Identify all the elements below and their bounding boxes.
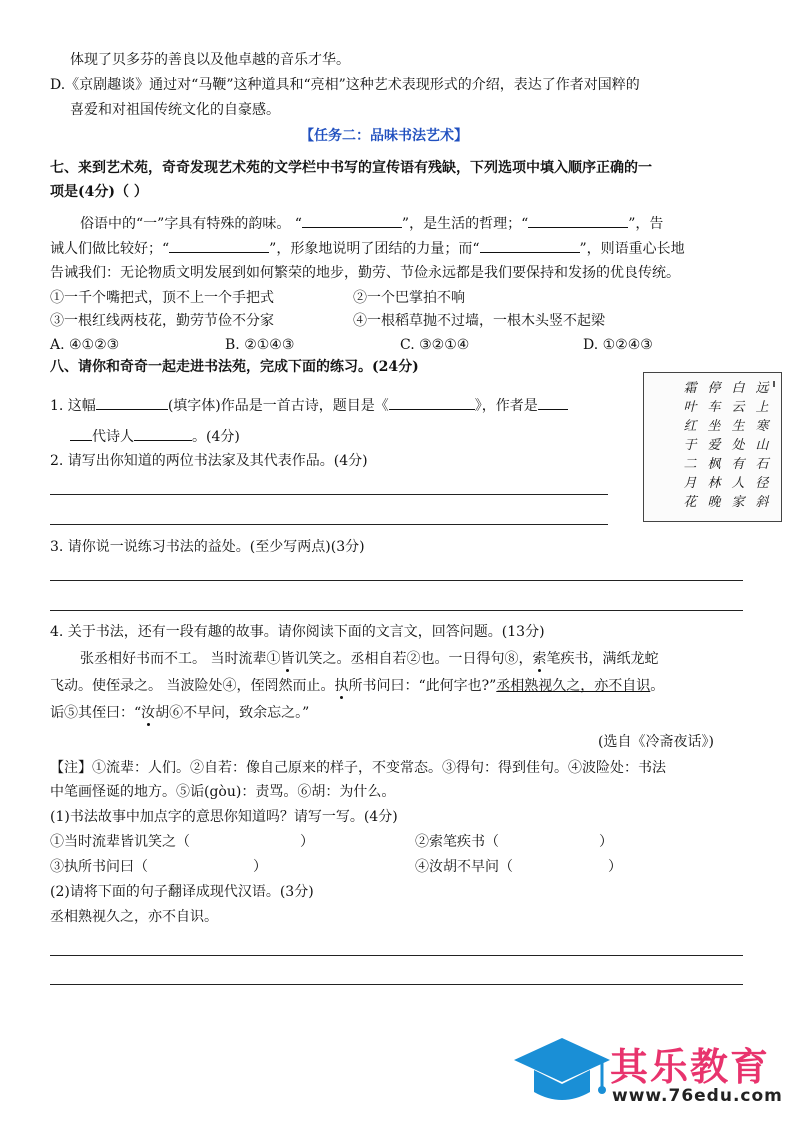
fill-blank-3[interactable] [169, 238, 269, 253]
answer-line[interactable] [50, 610, 743, 611]
seal-mark [773, 381, 775, 387]
calligraphy-char: 寒 [755, 419, 769, 434]
saying-option-1: ①一千个嘴把式，顶不上一个手把式 [50, 290, 274, 306]
calligraphy-char: 石 [755, 457, 769, 472]
calligraphy-char: 红 [683, 419, 697, 434]
story-line3: 诟⑤其侄曰：“汝胡⑥不早问，致余忘之。” [50, 705, 310, 721]
dynasty-blank-2[interactable] [70, 426, 92, 441]
calligraphy-char: 径 [755, 476, 769, 491]
calligraphy-char: 家 [731, 495, 745, 510]
q8-title: 八、请你和奇奇一起走进书法苑，完成下面的练习。(24分) [50, 359, 419, 375]
note-line2: 中笔画怪诞的地方。⑤诟(gòu)：责骂。⑥胡：为什么。 [50, 784, 396, 800]
calligraphy-column-4 [680, 379, 700, 512]
calligraphy-char: 上 [755, 400, 769, 415]
translate-sentence: 丞相熟视久之，亦不自识。 [50, 909, 218, 925]
answer-item-3: ③执所书问曰（ ） [50, 859, 267, 875]
watermark-name: 其乐教育 [610, 1045, 771, 1089]
saying-option-2: ②一个巴掌拍不响 [353, 290, 465, 306]
calligraphy-char: 山 [755, 438, 769, 453]
answer-line[interactable] [50, 580, 743, 581]
calligraphy-char: 晚 [707, 495, 721, 510]
answer-line[interactable] [50, 955, 743, 956]
dynasty-blank[interactable] [538, 395, 568, 410]
fill-blank-1[interactable] [302, 213, 402, 228]
graduation-cap-icon [512, 1030, 612, 1110]
calligraphy-char: 二 [683, 457, 697, 472]
calligraphy-char: 枫 [707, 457, 721, 472]
note-line1: 【注】①流辈：人们。②自若：像自己原来的样子，不变常态。③得句：得到佳句。④波险处：书法 [50, 760, 666, 776]
calligraphy-char: 于 [683, 438, 697, 453]
font-style-blank[interactable] [96, 395, 168, 410]
option-d-line1: D.《京剧趣谈》通过对“马鞭”这种道具和“亮相”这种艺术表现形式的介绍，表达了作者对国粹的 [50, 77, 640, 93]
q8-sub1-line2: 代诗人 。(4分) [70, 426, 240, 447]
calligraphy-char: 车 [707, 400, 721, 415]
calligraphy-char: 处 [731, 438, 745, 453]
calligraphy-artwork [643, 372, 782, 522]
q8-sub3: 3. 请你说一说练习书法的益处。(至少写两点)(3分) [50, 539, 365, 555]
q8-sub1-line1: 1. 这幅 (填字体)作品是一首古诗，题目是《 》，作者是 [50, 395, 568, 416]
calligraphy-column-2 [728, 379, 748, 512]
answer-item-1: ①当时流辈皆讥笑之（ ） [50, 834, 314, 850]
poem-title-blank[interactable] [389, 395, 475, 410]
watermark-url: www.76edu.com [612, 1086, 783, 1106]
calligraphy-char: 生 [731, 419, 745, 434]
answer-item-4: ④汝胡不早问（ ） [415, 859, 622, 875]
answer-line[interactable] [50, 984, 743, 985]
choice-d[interactable]: D. ①②④③ [583, 337, 653, 353]
sub-question-1: (1)书法故事中加点字的意思你知道吗？请写一写。(4分) [50, 809, 398, 825]
calligraphy-char: 停 [707, 381, 721, 396]
watermark-logo [512, 1030, 787, 1112]
calligraphy-column-3 [704, 379, 724, 512]
calligraphy-char: 斜 [755, 495, 769, 510]
choice-c[interactable]: C. ③②①④ [400, 337, 470, 353]
calligraphy-char: 云 [731, 400, 745, 415]
calligraphy-char: 叶 [683, 400, 697, 415]
q7-title-line2: 项是(4分)（ ） [50, 184, 148, 200]
answer-line[interactable] [50, 494, 608, 495]
calligraphy-char: 远 [755, 381, 769, 396]
calligraphy-char: 坐 [707, 419, 721, 434]
fill-blank-4[interactable] [480, 238, 580, 253]
fill-blank-2[interactable] [528, 213, 628, 228]
q7-paragraph-line3: 告诫我们：无论物质文明发展到如何繁荣的地步，勤劳、节俭永远都是我们要保持和发扬的优良传统。 [50, 265, 680, 281]
calligraphy-char: 爱 [707, 438, 721, 453]
choice-b[interactable]: B. ②①④③ [225, 337, 295, 353]
calligraphy-char: 有 [731, 457, 745, 472]
calligraphy-char: 霜 [683, 381, 697, 396]
story-line1: 张丞相好书而不工。 当时流辈①皆讥笑之。丞相自若②也。一日得句⑧，索笔疾书，满纸龙蛇 [80, 651, 659, 667]
answer-line[interactable] [50, 524, 608, 525]
calligraphy-char: 月 [683, 476, 697, 491]
q8-sub2: 2. 请写出你知道的两位书法家及其代表作品。(4分) [50, 453, 368, 469]
q8-sub4: 4. 关于书法，还有一段有趣的故事。请你阅读下面的文言文，回答问题。(13分) [50, 624, 545, 640]
calligraphy-column-1 [752, 379, 772, 512]
calligraphy-char: 人 [731, 476, 745, 491]
answer-item-2: ②索笔疾书（ ） [415, 834, 613, 850]
calligraphy-char: 花 [683, 495, 697, 510]
saying-option-4: ④一根稻草抛不过墙，一根木头竖不起梁 [353, 313, 605, 329]
choice-a[interactable]: A. ④①②③ [50, 337, 120, 353]
q7-title-line1: 七、来到艺术苑，奇奇发现艺术苑的文学栏中书写的宣传语有残缺，下列选项中填入顺序正确的一 [50, 160, 652, 176]
task2-title: 【任务二：品味书法艺术】 [300, 128, 468, 144]
q7-paragraph-line1: 俗语中的“一”字具有特殊的韵味。 “ ”，是生活的哲理；“ ”，告 [80, 213, 663, 234]
text-line: 体现了贝多芬的善良以及他卓越的音乐才华。 [70, 52, 350, 68]
story-line2: 飞动。使侄录之。 当波险处④，侄罔然而止。执所书问曰：“此何字也?”丞相熟视久之，亦不自识。 [50, 678, 665, 694]
calligraphy-char: 林 [707, 476, 721, 491]
sub-question-2: (2)请将下面的句子翻译成现代汉语。(3分) [50, 884, 314, 900]
calligraphy-char: 白 [731, 381, 745, 396]
option-d-line2: 喜爱和对祖国传统文化的自豪感。 [70, 102, 280, 118]
q7-paragraph-line2: 诫人们做比较好；“ ”，形象地说明了团结的力量；而“ ”，则语重心长地 [50, 238, 685, 259]
poet-blank[interactable] [134, 426, 192, 441]
story-source: (选自《冷斋夜话》) [598, 734, 714, 750]
saying-option-3: ③一根红线两枝花，勤劳节俭不分家 [50, 313, 274, 329]
